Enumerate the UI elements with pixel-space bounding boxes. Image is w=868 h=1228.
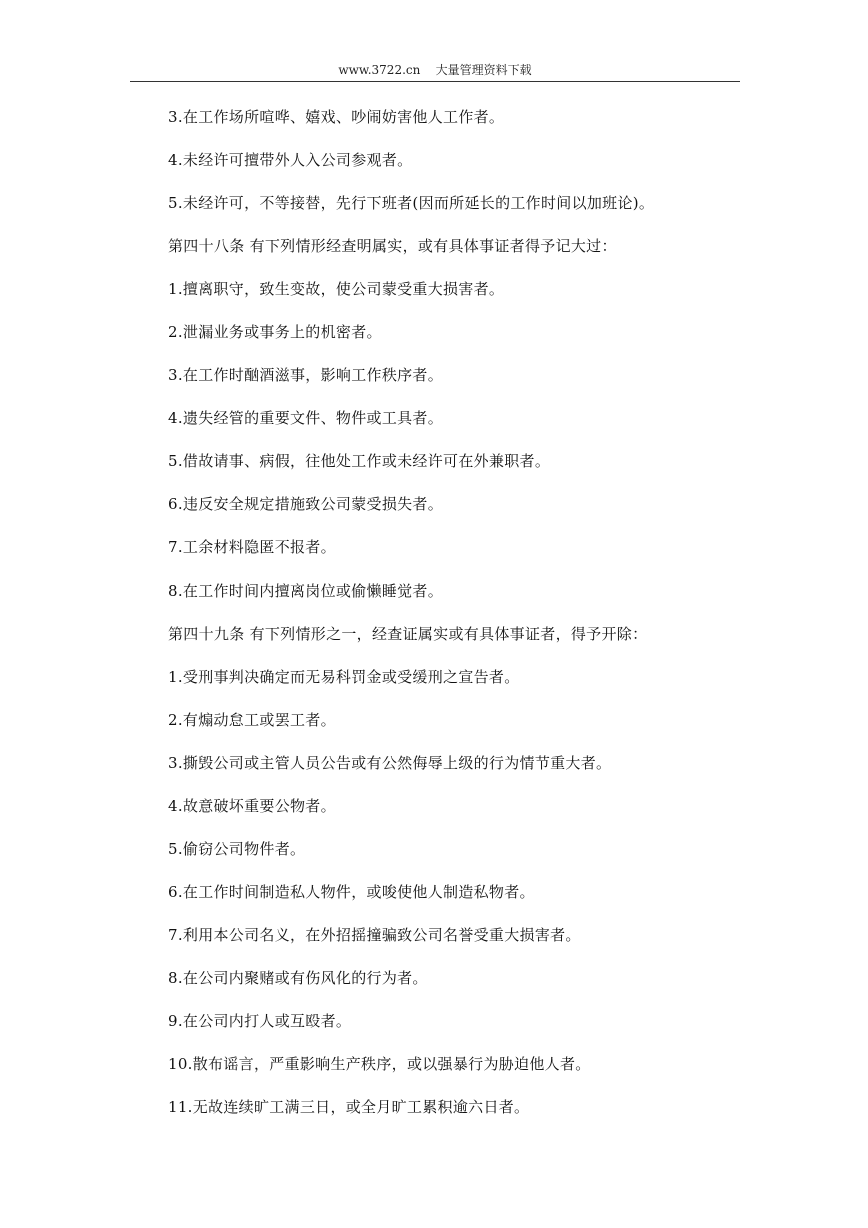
clause-line: 5.未经许可，不等接替，先行下班者(因而所延长的工作时间以加班论)。: [168, 194, 655, 213]
clause-line: 9.在公司内打人或互殴者。: [168, 1011, 352, 1030]
header-caption: 大量管理资料下载: [435, 63, 532, 77]
article-heading: 第四十八条 有下列情形经查明属实，或有具体事证者得予记大过：: [168, 237, 617, 256]
clause-line: 2.有煽动怠工或罢工者。: [168, 710, 336, 729]
clause-line: 11.无故连续旷工满三日，或全月旷工累积逾六日者。: [168, 1098, 530, 1117]
clause-line: 4.未经许可擅带外人入公司参观者。: [168, 151, 413, 170]
clause-line: 10.散布谣言，严重影响生产秩序，或以强暴行为胁迫他人者。: [168, 1055, 591, 1074]
clause-line: 3.在工作时酗酒滋事，影响工作秩序者。: [168, 366, 444, 385]
clause-line: 6.违反安全规定措施致公司蒙受损失者。: [168, 495, 444, 514]
clause-line: 5.借故请事、病假，往他处工作或未经许可在外兼职者。: [168, 452, 551, 471]
document-body: [168, 101, 748, 1134]
header-site: www.3722.cn: [338, 63, 421, 77]
clause-line: 3.撕毁公司或主管人员公告或有公然侮辱上级的行为情节重大者。: [168, 753, 612, 772]
clause-line: 5.偷窃公司物件者。: [168, 839, 306, 858]
clause-line: 6.在工作时间制造私人物件，或唆使他人制造私物者。: [168, 882, 535, 901]
clause-line: 7.利用本公司名义，在外招摇撞骗致公司名誉受重大损害者。: [168, 925, 581, 944]
clause-line: 2.泄漏业务或事务上的机密者。: [168, 323, 382, 342]
clause-line: 1.受刑事判决确定而无易科罚金或受缓刑之宣告者。: [168, 667, 520, 686]
clause-line: 1.擅离职守，致生变故，使公司蒙受重大损害者。: [168, 280, 505, 299]
header-rule: [130, 81, 740, 82]
article-heading: 第四十九条 有下列情形之一，经查证属实或有具体事证者，得予开除：: [168, 624, 648, 643]
clause-line: 4.故意破坏重要公物者。: [168, 796, 336, 815]
clause-line: 7.工余材料隐匿不报者。: [168, 538, 336, 557]
clause-line: 8.在公司内聚赌或有伤风化的行为者。: [168, 968, 428, 987]
clause-line: 3.在工作场所喧哗、嬉戏、吵闹妨害他人工作者。: [168, 108, 505, 126]
clause-line: 4.遗失经管的重要文件、物件或工具者。: [168, 409, 444, 428]
clause-line: 8.在工作时间内擅离岗位或偷懒睡觉者。: [168, 581, 444, 600]
page-header: [130, 62, 740, 78]
